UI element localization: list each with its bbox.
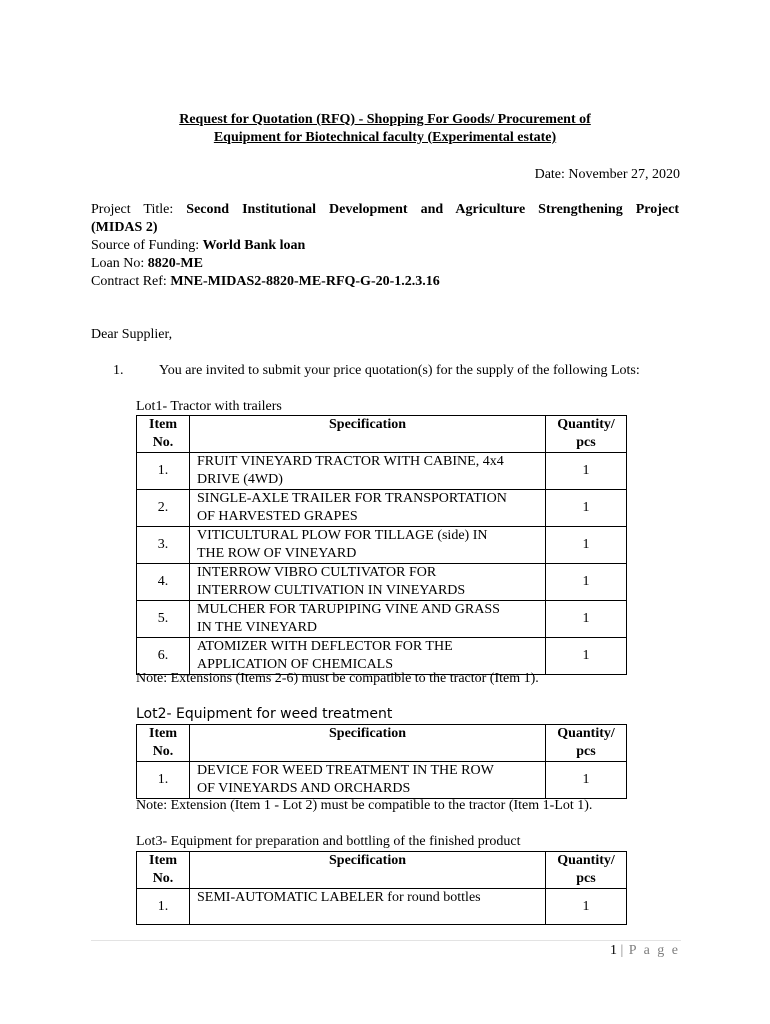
title-line-2: Equipment for Biotechnical faculty (Experimental estate) [213, 130, 557, 145]
qty-cell: 1 [546, 762, 627, 799]
lot2-note: Note: Extension (Item 1 - Lot 2) must be compatible to the tractor (Item 1-Lot 1). [136, 798, 593, 813]
item-cell: 6. [137, 638, 190, 675]
item-header: Item No. [137, 852, 190, 889]
salutation: Dear Supplier, [91, 327, 173, 342]
page-number: 1 [609, 943, 617, 958]
spec-cell: MULCHER FOR TARUPIPING VINE AND GRASS IN THE VINEYARD [190, 601, 546, 638]
item-cell: 4. [137, 564, 190, 601]
spec-cell: VITICULTURAL PLOW FOR TILLAGE (side) IN THE ROW OF VINEYARD [190, 527, 546, 564]
spec-cell: FRUIT VINEYARD TRACTOR WITH CABINE, 4x4 DRIVE (4WD) [190, 453, 546, 490]
loan-value: 8820-ME [147, 256, 203, 271]
table-row [137, 638, 627, 675]
spec-header: Specification [190, 416, 546, 453]
lot1-title: Lot1- Tractor with trailers [136, 399, 282, 414]
item-cell: 3. [137, 527, 190, 564]
item-cell: 2. [137, 490, 190, 527]
contract-value: MNE-MIDAS2-8820-ME-RFQ-G-20-1.2.3.16 [170, 274, 440, 289]
qty-cell: 1 [546, 527, 627, 564]
lot2-title: Lot2- Equipment for weed treatment [136, 706, 393, 722]
spec-cell: SINGLE-AXLE TRAILER FOR TRANSPORTATION OF HARVESTED GRAPES [190, 490, 546, 527]
table-row [137, 527, 627, 564]
loan-row [91, 255, 679, 273]
table-header-row [137, 416, 627, 453]
title-line-1: Request for Quotation (RFQ) - Shopping For Goods/ Procurement of [179, 112, 591, 127]
qty-header: Quantity/ pcs [546, 416, 627, 453]
table-row [137, 564, 627, 601]
project-title-value-cont: (MIDAS 2) [91, 220, 158, 235]
footer-separator: | [620, 943, 626, 958]
page-label: P a g e [628, 943, 680, 958]
item-header: Item No. [137, 416, 190, 453]
funding-row [91, 237, 679, 255]
spec-cell: INTERROW VIBRO CULTIVATOR FOR INTERROW CULTIVATION IN VINEYARDS [190, 564, 546, 601]
qty-cell: 1 [546, 638, 627, 675]
spec-cell: DEVICE FOR WEED TREATMENT IN THE ROW OF VINEYARDS AND ORCHARDS [190, 762, 546, 799]
table-row [137, 889, 627, 925]
lot2-table [136, 724, 627, 799]
contract-label: Contract Ref: [91, 274, 167, 289]
spec-cell: ATOMIZER WITH DEFLECTOR FOR THE APPLICATION OF CHEMICALS [190, 638, 546, 675]
paragraph-1 [91, 362, 681, 380]
item-cell: 1. [137, 889, 190, 925]
table-header-row [137, 852, 627, 889]
qty-cell: 1 [546, 601, 627, 638]
table-row [137, 490, 627, 527]
qty-cell: 1 [546, 453, 627, 490]
project-title-row [91, 201, 679, 219]
spec-header: Specification [190, 725, 546, 762]
footer-divider [91, 940, 681, 941]
table-row [137, 601, 627, 638]
table-row [137, 762, 627, 799]
lot3-table [136, 851, 627, 925]
lot1-table [136, 415, 627, 675]
project-title-value: Second Institutional Development and Agriculture Strengthening Project [186, 202, 680, 217]
paragraph-text: You are invited to submit your price quotation(s) for the supply of the following Lots: [159, 363, 640, 378]
item-cell: 1. [137, 453, 190, 490]
lot1-note: Note: Extensions (Items 2-6) must be compatible to the tractor (Item 1). [136, 671, 539, 686]
loan-label: Loan No: [91, 256, 145, 271]
document-title [90, 111, 680, 147]
spec-header: Specification [190, 852, 546, 889]
table-header-row [137, 725, 627, 762]
qty-header: Quantity/ pcs [546, 852, 627, 889]
contract-row [91, 273, 679, 291]
qty-cell: 1 [546, 564, 627, 601]
qty-cell: 1 [546, 889, 627, 925]
project-title-label: Project Title: [91, 202, 174, 217]
item-cell: 1. [137, 762, 190, 799]
item-cell: 5. [137, 601, 190, 638]
item-header: Item No. [137, 725, 190, 762]
qty-cell: 1 [546, 490, 627, 527]
spec-cell: SEMI-AUTOMATIC LABELER for round bottles [190, 889, 546, 925]
paragraph-number: 1. [113, 363, 124, 378]
funding-label: Source of Funding: [91, 238, 200, 253]
document-date: Date: November 27, 2020 [534, 167, 680, 182]
project-details [91, 201, 679, 291]
qty-header: Quantity/ pcs [546, 725, 627, 762]
lot3-title: Lot3- Equipment for preparation and bottling of the finished product [136, 834, 521, 849]
table-row [137, 453, 627, 490]
page-footer [610, 942, 680, 960]
funding-value: World Bank loan [202, 238, 306, 253]
